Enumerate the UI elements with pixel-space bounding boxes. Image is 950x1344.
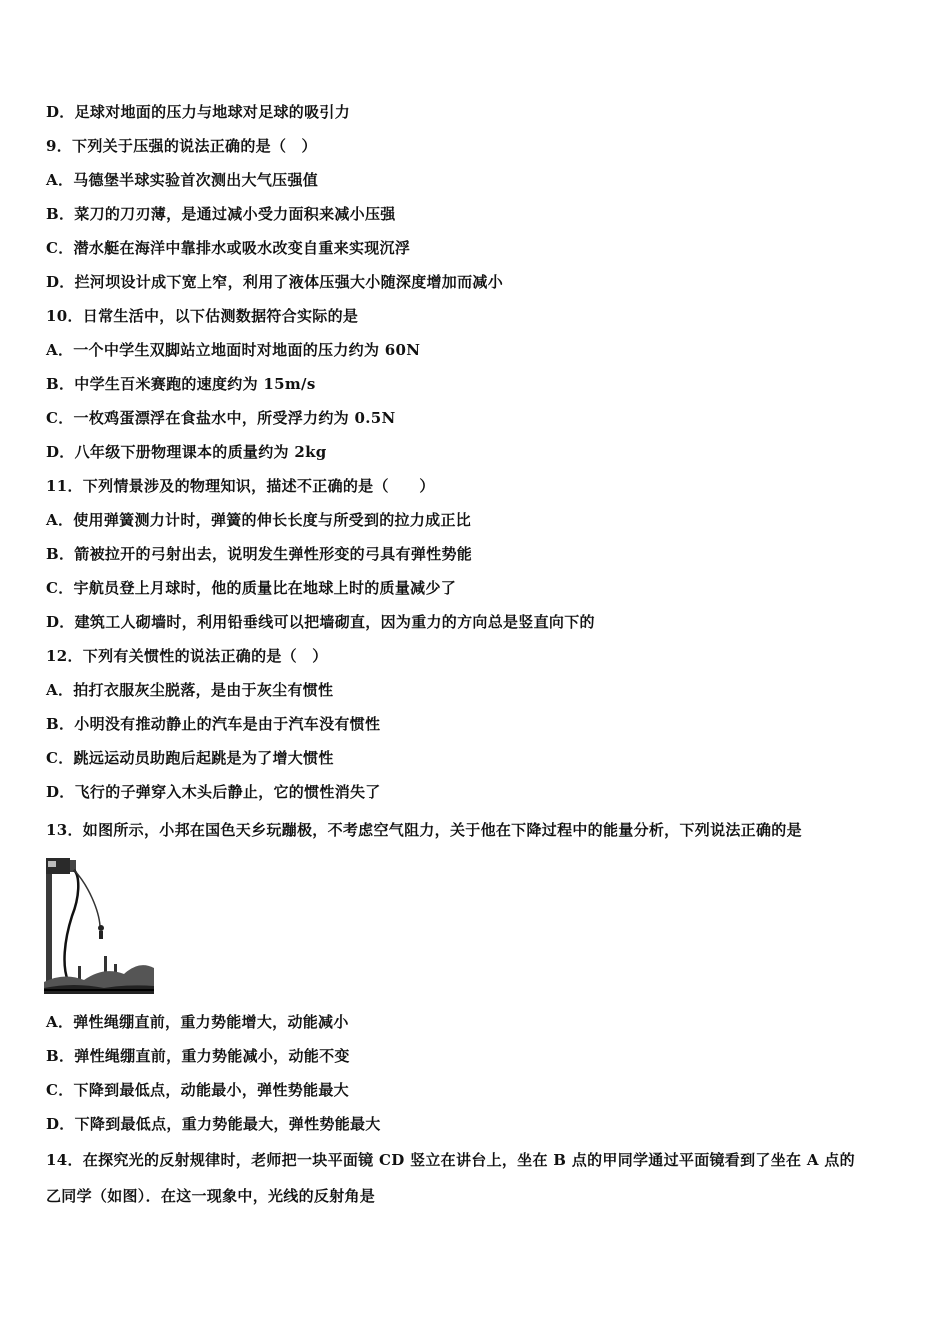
question-13: 13．如图所示，小邦在国色天乡玩蹦极，不考虑空气阻力，关于他在下降过程中的能量分析，下列说法正确的是 xyxy=(46,821,802,839)
q8-option-d: D．足球对地面的压力与地球对足球的吸引力 xyxy=(46,103,351,121)
q12-option-c: C．跳远运动员助跑后起跳是为了增大惯性 xyxy=(46,749,334,767)
q12-option-d: D．飞行的子弹穿入木头后静止，它的惯性消失了 xyxy=(46,783,381,801)
q10-option-b: B．中学生百米赛跑的速度约为 15m/s xyxy=(46,375,316,393)
question-10: 10．日常生活中，以下估测数据符合实际的是 xyxy=(46,307,359,325)
q9-option-c: C．潜水艇在海洋中靠排水或吸水改变自重来实现沉浮 xyxy=(46,239,411,257)
q13-option-a: A．弹性绳绷直前，重力势能增大，动能减小 xyxy=(46,1013,349,1031)
q11-option-d: D．建筑工人砌墙时，利用铅垂线可以把墙砌直，因为重力的方向总是竖直向下的 xyxy=(46,613,595,631)
question-11: 11．下列情景涉及的物理知识，描述不正确的是（ ） xyxy=(46,477,435,495)
question-14-line-2: 乙同学（如图）．在这一现象中，光线的反射角是 xyxy=(46,1187,376,1205)
q11-option-b: B．箭被拉开的弓射出去，说明发生弹性形变的弓具有弹性势能 xyxy=(46,545,473,563)
q13-option-b: B．弹性绳绷直前，重力势能减小，动能不变 xyxy=(46,1047,350,1065)
question-14-line-1: 14．在探究光的反射规律时，老师把一块平面镜 CD 竖立在讲台上，坐在 B 点的甲同学通过平面镜看到了坐在 A 点的 xyxy=(46,1151,855,1169)
q9-option-a: A．马德堡半球实验首次测出大气压强值 xyxy=(46,171,319,189)
q13-option-c: C．下降到最低点，动能最小，弹性势能最大 xyxy=(46,1081,349,1099)
question-9: 9．下列关于压强的说法正确的是（ ） xyxy=(46,137,317,155)
q10-option-a: A．一个中学生双脚站立地面时对地面的压力约为 60N xyxy=(46,341,421,359)
q9-option-b: B．菜刀的刀刃薄，是通过减小受力面积来减小压强 xyxy=(46,205,396,223)
q11-option-c: C．宇航员登上月球时，他的质量比在地球上时的质量减少了 xyxy=(46,579,457,597)
question-12: 12．下列有关惯性的说法正确的是（ ） xyxy=(46,647,328,665)
bungee-jump-figure xyxy=(44,856,154,994)
q12-option-a: A．拍打衣服灰尘脱落，是由于灰尘有惯性 xyxy=(46,681,334,699)
q9-option-d: D．拦河坝设计成下宽上窄，利用了液体压强大小随深度增加而减小 xyxy=(46,273,504,291)
q10-option-c: C．一枚鸡蛋漂浮在食盐水中，所受浮力约为 0.5N xyxy=(46,409,396,427)
q12-option-b: B．小明没有推动静止的汽车是由于汽车没有惯性 xyxy=(46,715,381,733)
q10-option-d: D．八年级下册物理课本的质量约为 2kg xyxy=(46,443,327,461)
q13-option-d: D．下降到最低点，重力势能最大，弹性势能最大 xyxy=(46,1115,381,1133)
q11-option-a: A．使用弹簧测力计时，弹簧的伸长长度与所受到的拉力成正比 xyxy=(46,511,472,529)
